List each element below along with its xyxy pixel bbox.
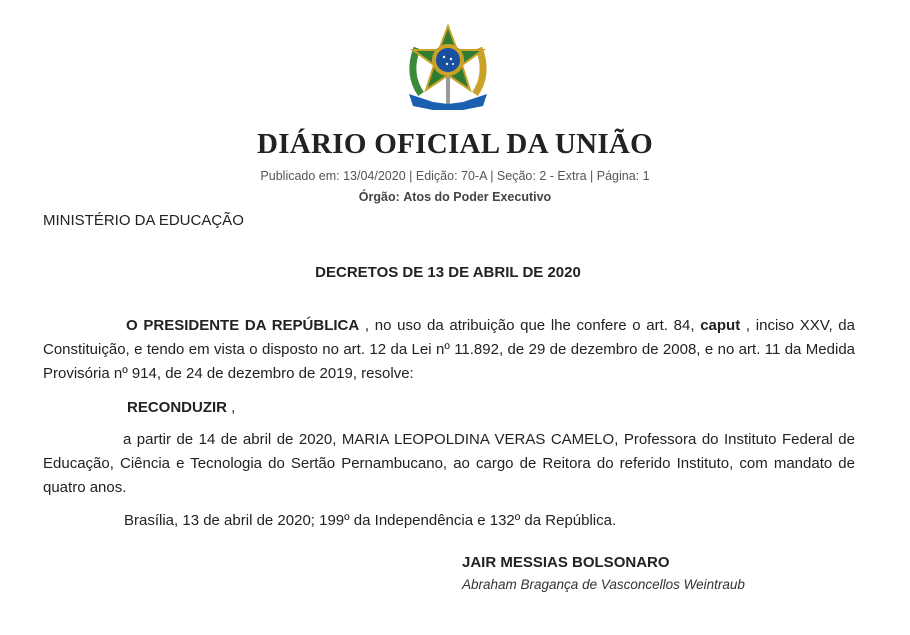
orgao-label: Órgão: [358,190,400,204]
caput-label: caput [700,317,741,334]
decree-heading: DECRETOS DE 13 DE ABRIL DE 2020 [315,264,581,281]
ministry-name: MINISTÉRIO DA EDUCAÇÃO [43,212,244,229]
signature-minister: Abraham Bragança de Vasconcellos Weintraub [462,577,745,592]
paragraph-date: Brasília, 13 de abril de 2020; 199º da Independência e 132º da República. [124,512,617,529]
paragraph-action [127,396,527,420]
orgao-value: Atos do Poder Executivo [403,190,552,204]
action-label: RECONDUZIR [127,399,227,416]
signature-president: JAIR MESSIAS BOLSONARO [462,554,670,571]
paragraph-preamble [43,314,855,386]
orgao-line [0,190,910,204]
action-text: , [227,399,236,416]
publication-meta: Publicado em: 13/04/2020 | Edição: 70-A | Seção: 2 - Extra | Página: 1 [260,169,650,183]
preamble-text-a: , no uso da atribuição que lhe confere o art. 84, [359,317,701,334]
paragraph-appointment: a partir de 14 de abril de 2020, MARIA LEOPOLDINA VERAS CAMELO, Professora do Instituto Federal de Educação, Ciência e Tecnologia do Sertão Pernambucano, ao cargo de Reitora do referido Instituto, com mandato de quatro anos. [43,431,855,496]
preamble-text-b: , inciso XXV, da Constituição, e tendo em vista o disposto no art. 12 da Lei nº 11.892, de 29 de dezembro de 2008, e no art. 11 da Medida Provisória nº 914, de 24 de dezembro de 2019, resolve: [43,317,855,382]
president-label: O PRESIDENTE DA REPÚBLICA [126,317,360,334]
page-title: DIÁRIO OFICIAL DA UNIÃO [256,128,654,160]
coat-of-arms-icon [403,24,493,112]
